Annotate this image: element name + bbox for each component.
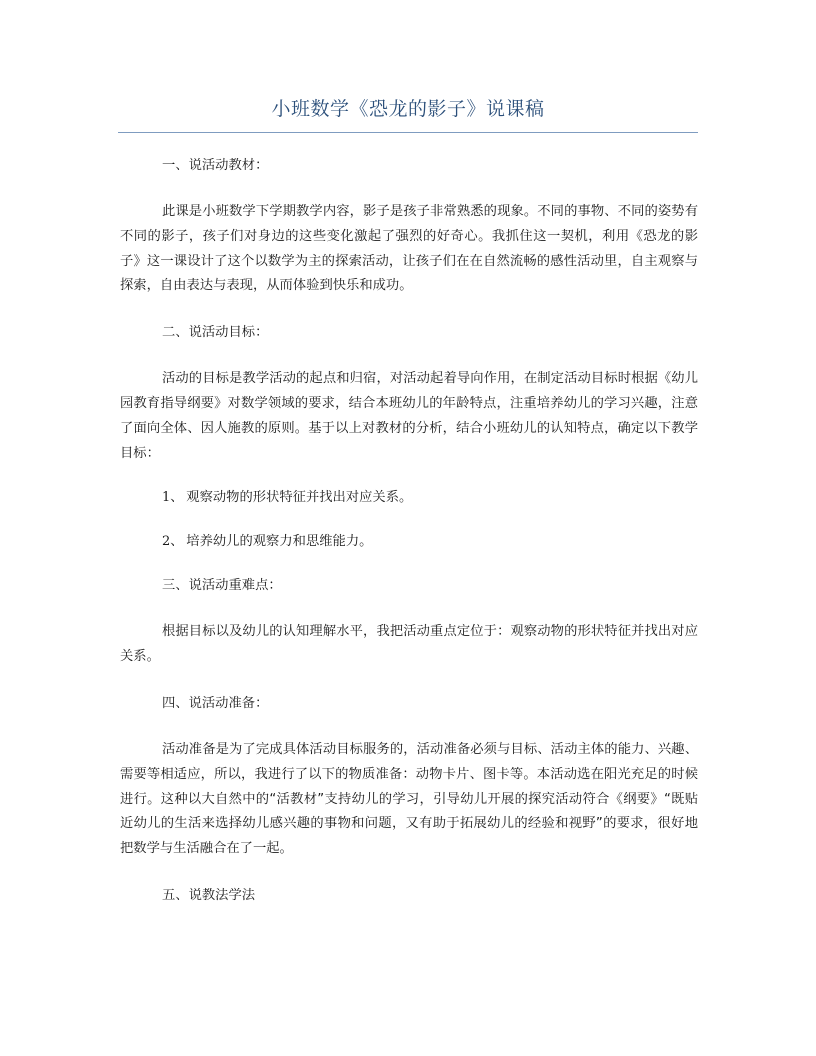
section-heading-preparation: 四、说活动准备：	[162, 695, 269, 711]
objective-number: 1、	[162, 490, 184, 506]
section-heading-objectives: 二、说活动目标：	[162, 325, 269, 341]
paragraph-preparation: 活动准备是为了完成具体活动目标服务的，活动准备必须与目标、活动主体的能力、兴趣、需要等相适应，所以，我进行了以下的物质准备：动物卡片、图卡等。本活动选在阳光充足的时候进行。这种以大自然中的“活教材”支持幼儿的学习，引导幼儿开展的探究活动符合《纲要》“既贴近幼儿的生活来选择幼儿感兴趣的事物和问题，又有助于拓展幼儿的经验和视野”的要求，很好地把数学与生活融合在了一起。	[120, 741, 698, 857]
objective-text: 培养幼儿的观察力和思维能力。	[186, 534, 373, 550]
section-heading-methods: 五、说教法学法	[162, 887, 256, 903]
paragraph-materials: 此课是小班数学下学期教学内容，影子是孩子非常熟悉的现象。不同的事物、不同的姿势有不同的影子，孩子们对身边的这些变化激起了强烈的好奇心。我抓住这一契机，利用《恐龙的影子》这一课设计了这个以数学为主的探索活动，让孩子们在在自然流畅的感性活动里，自主观察与探索，自由表达与表现，从而体验到快乐和成功。	[120, 204, 698, 294]
paragraph-key-points: 根据目标以及幼儿的认知理解水平，我把活动重点定位于：观察动物的形状特征并找出对应关系。	[120, 624, 698, 665]
objective-number: 2、	[162, 534, 184, 550]
section-heading-key-points: 三、说活动重难点：	[162, 578, 282, 594]
title-divider	[118, 132, 698, 133]
objective-text: 观察动物的形状特征并找出对应关系。	[186, 490, 413, 506]
objective-item	[162, 530, 698, 554]
section-heading-materials: 一、说活动教材：	[162, 158, 269, 173]
document-title: 小班数学《恐龙的影子》说课稿	[271, 98, 545, 120]
paragraph-objectives: 活动的目标是教学活动的起点和归宿，对活动起着导向作用，在制定活动目标时根据《幼儿园教育指导纲要》对数学领域的要求，结合本班幼儿的年龄特点，注重培养幼儿的学习兴趣，注意了面向全体、因人施教的原则。基于以上对教材的分析，结合小班幼儿的认知特点，确定以下教学目标：	[120, 371, 698, 461]
document-body	[120, 154, 698, 908]
objective-item	[162, 486, 698, 510]
